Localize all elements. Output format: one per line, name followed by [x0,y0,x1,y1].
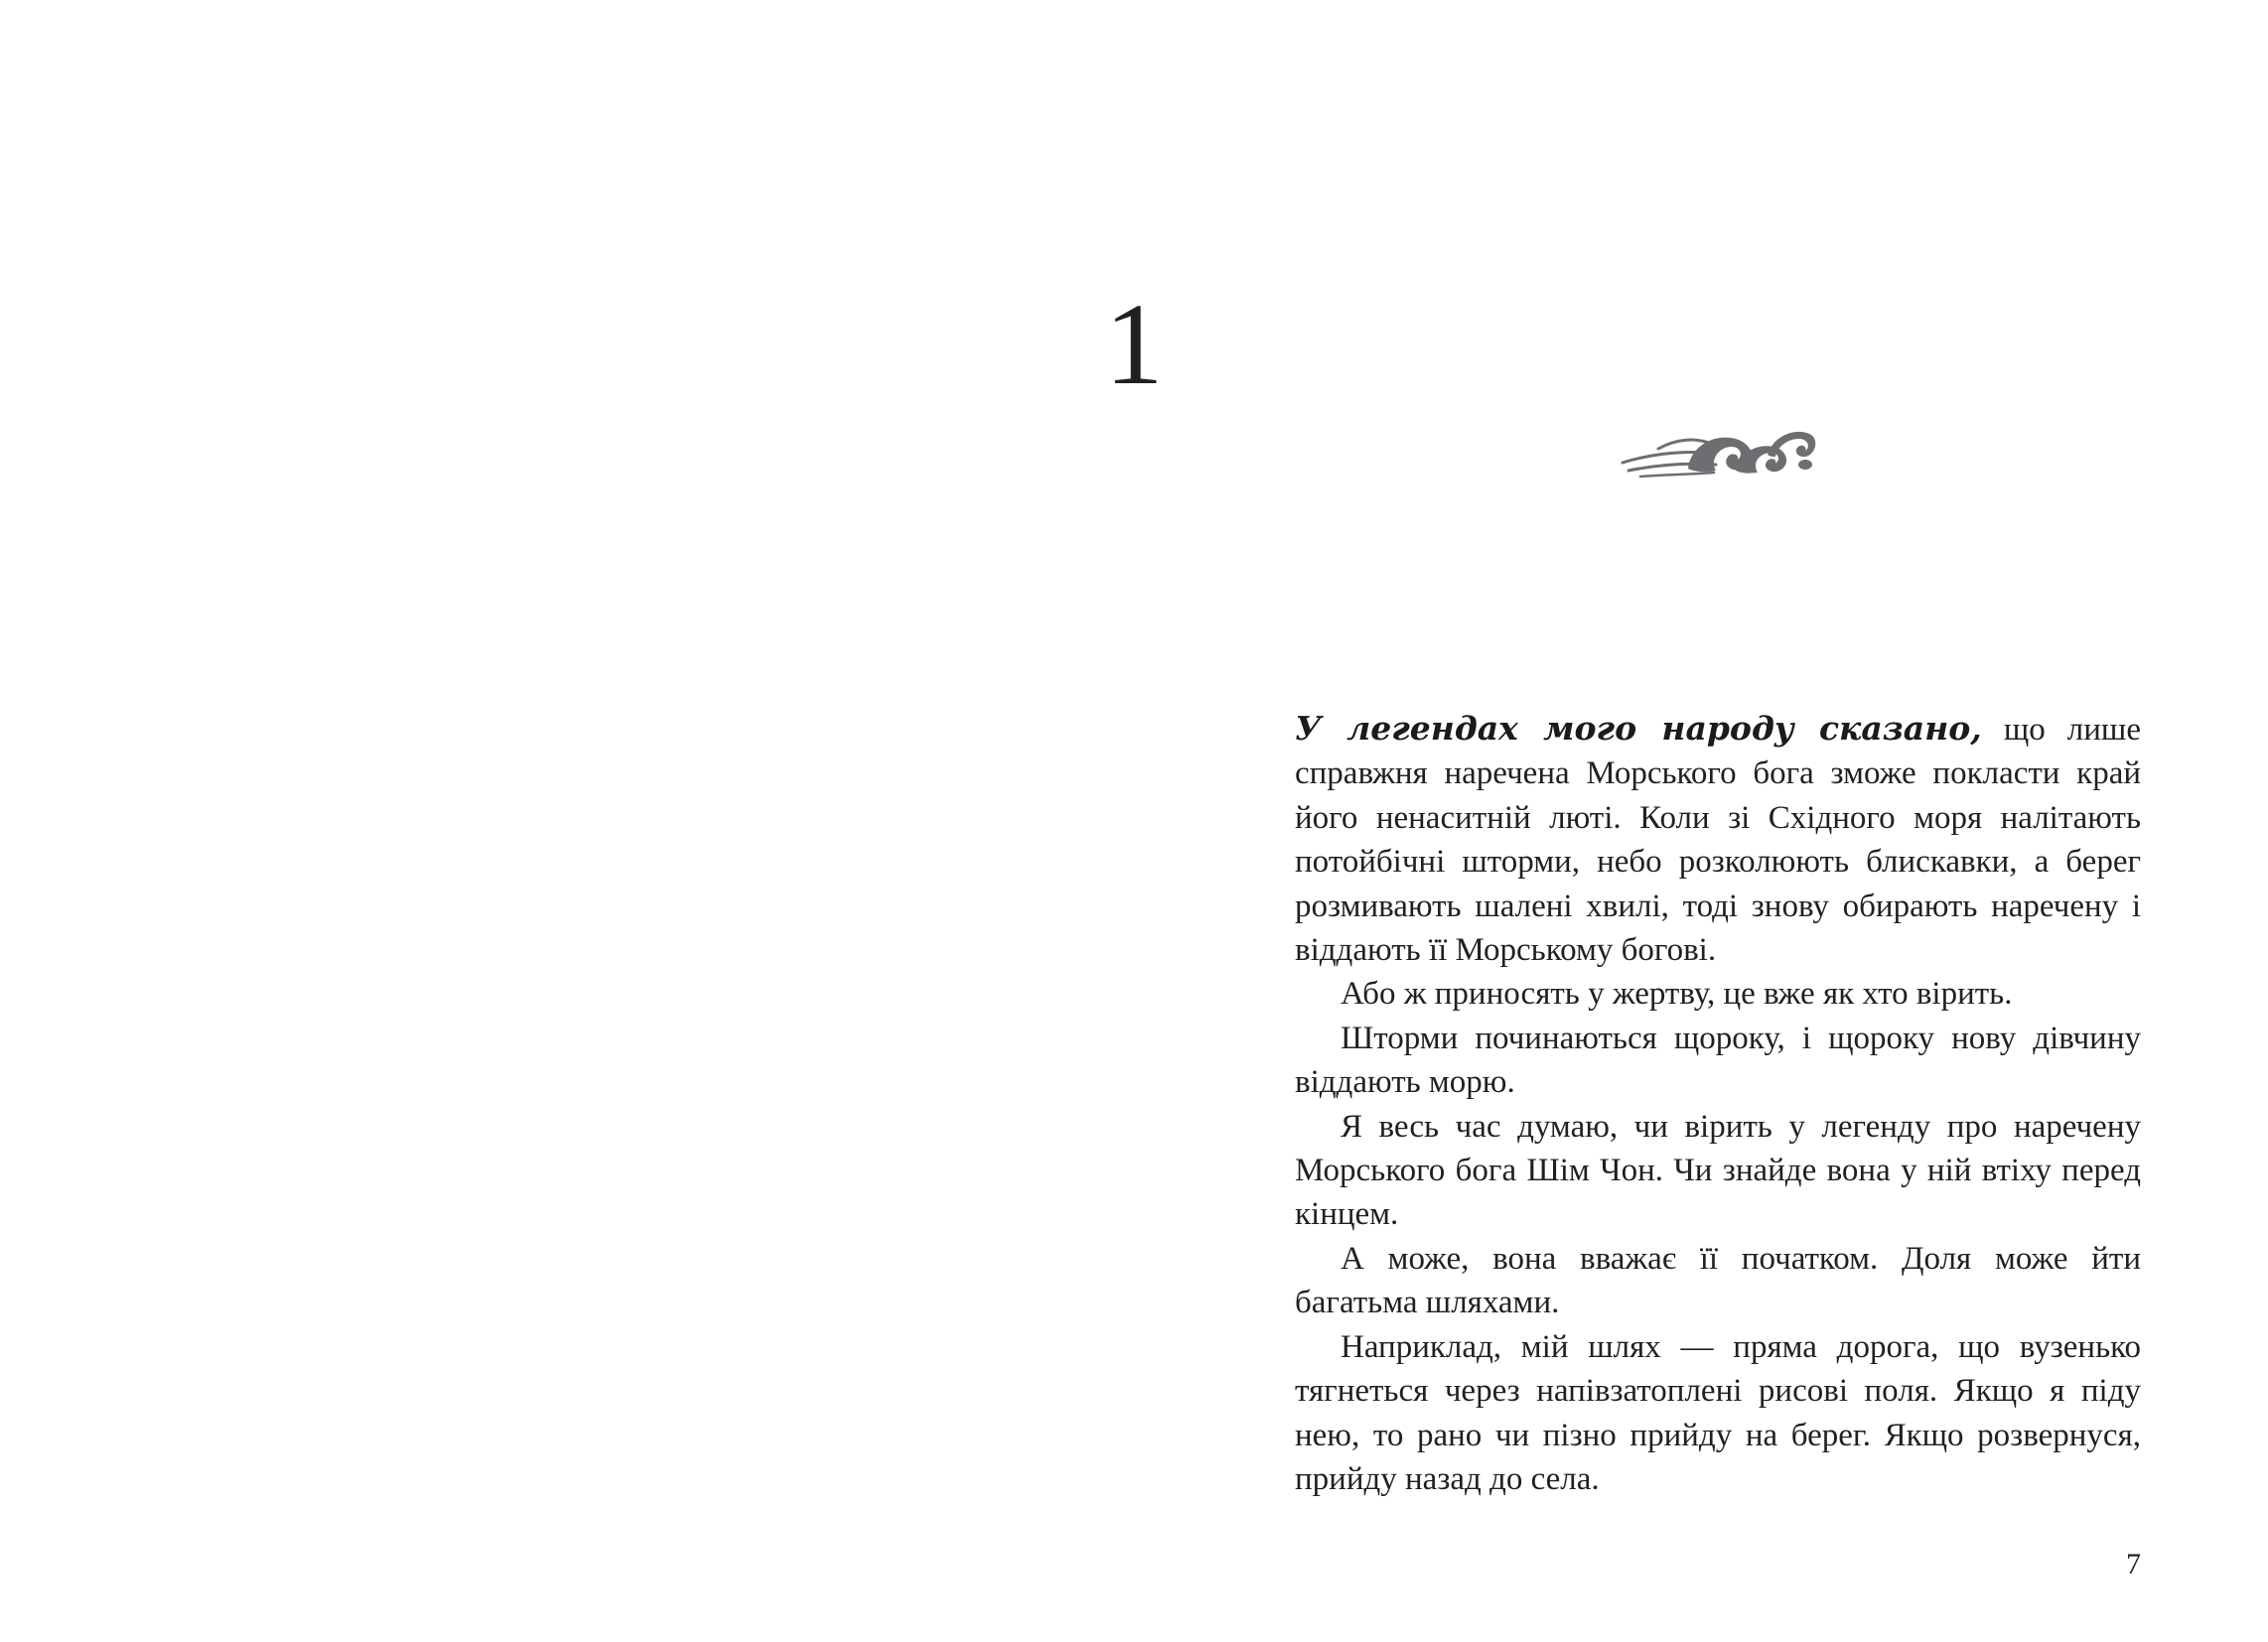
chapter-text [1295,707,2141,1501]
opening-paragraph-text: що лише справжня наречена Морського бога зможе покласти край його ненаситній люті. Коли зі Східного моря налітають потойбічні шторми, небо розколюють блискавки, а берег розмивають шалені хвилі, тоді знову обирають наречену і віддають її Морському богові. [1295,712,2141,969]
wave-ornament-icon [1619,425,1817,482]
lead-in-phrase: У легендах мого народу сказано, [1295,709,1982,748]
paragraph: Наприклад, мій шлях — пряма дорога, що вузенько тягнеться через напівзатоплені рисові поля. Якщо я піду нею, то рано чи пізно прийду на берег. Якщо розвернуся, прийду назад до села. [1295,1328,2141,1497]
paragraph: Або ж приносять у жертву, це вже як хто вірить. [1341,976,2013,1013]
chapter-number: 1 [1104,279,1164,409]
paragraph: Я весь час думаю, чи вірить у легенду про наречену Морського бога Шім Чон. Чи знайде вона у ній втіху перед кінцем. [1295,1108,2141,1233]
opening-paragraph [1295,707,2141,972]
paragraph: Шторми починаються щороку, і щороку нову дівчину віддають морю. [1295,1020,2141,1101]
paragraph: А може, вона вважає її початком. Доля може йти багатьма шляхами. [1295,1240,2141,1321]
page-number: 7 [2126,1548,2141,1580]
